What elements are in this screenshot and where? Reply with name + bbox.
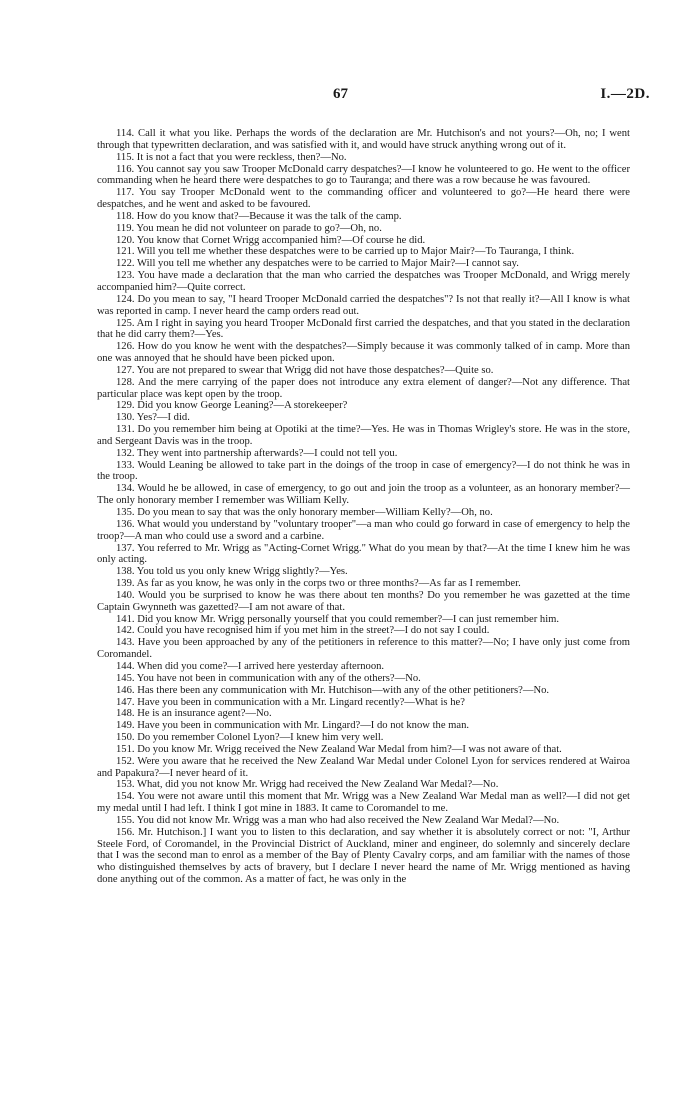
question-paragraph: 132. They went into partnership afterwards?—I could not tell you.: [116, 447, 398, 459]
question-paragraph: 123. You have made a declaration that the man who carried the despatches was Trooper McDonald, and Wrigg merely accompanied him?—Quite correct.: [97, 270, 630, 293]
question-paragraph: 130. Yes?—I did.: [116, 412, 190, 424]
question-paragraph: 126. How do you know he went with the despatches?—Simply because it was commonly talked of in camp. More than one was annoyed that he should have been picked upon.: [97, 341, 630, 365]
question-paragraph: 119. You mean he did not volunteer on parade to go?—Oh, no.: [116, 222, 382, 234]
question-paragraph: 124. Do you mean to say, "I heard Trooper McDonald carried the despatches"? Is not that really it?—All I know is what was reported in camp. I never heard the camp orders read out.: [97, 293, 630, 317]
question-paragraph: 138. You told us you only knew Wrigg slightly?—Yes.: [116, 566, 348, 578]
page-number: 67: [333, 86, 348, 102]
question-paragraph: 125. Am I right in saying you heard Trooper McDonald first carried the despatches, and that you stated in the declaration that he did carry them?—Yes.: [97, 317, 630, 341]
question-paragraph: 139. As far as you know, he was only in the corps two or three months?—As far as I remember.: [116, 578, 521, 590]
question-paragraph: 135. Do you mean to say that was the only honorary member—William Kelly?—Oh, no.: [116, 507, 493, 518]
question-paragraph: 128. And the mere carrying of the paper does not introduce any extra element of danger?—Not any difference. That particular place was kept open by the troop.: [97, 376, 630, 400]
question-paragraph: 155. You did not know Mr. Wrigg was a man who had also received the New Zealand War Medal?—No.: [116, 814, 560, 826]
question-paragraph: 142. Could you have recognised him if you met him in the street?—I do not say I could.: [116, 625, 490, 637]
question-paragraph: 134. Would he be allowed, in case of emergency, to go out and join the troop as a volunteer, as an honorary member?—The only honorary member I remember was William Kelly.: [97, 483, 630, 507]
testimony-text: [97, 128, 630, 886]
question-paragraph: 136. What would you understand by "voluntary trooper"—a man who could go forward in case of emergency to help the troop?—A man who could use a sword and a carbine.: [97, 518, 630, 542]
question-paragraph: 151. Do you know Mr. Wrigg received the New Zealand War Medal from him?—I was not aware of that.: [116, 743, 562, 755]
question-paragraph: 116. You cannot say you saw Trooper McDonald carry despatches?—I know he volunteered to go. He went to the officer commanding when he heard there were despatches to go to Tauranga; and there was a row because he was favoured.: [97, 163, 630, 187]
question-paragraph: 150. Do you remember Colonel Lyon?—I knew him very well.: [116, 732, 384, 744]
question-paragraph: 147. Have you been in communication with a Mr. Lingard recently?—What is he?: [116, 696, 465, 708]
question-paragraph: 146. Has there been any communication with Mr. Hutchison—with any of the other petitioners?—No.: [116, 684, 550, 696]
question-paragraph: 129. Did you know George Leaning?—A storekeeper?: [116, 400, 348, 412]
question-paragraph: 114. Call it what you like. Perhaps the words of the declaration are Mr. Hutchison's and not yours?—Oh, no; I went through that typewritten declaration, and was satisfied with it, and would have struck anything wrong out of it.: [97, 128, 630, 151]
question-paragraph: 141. Did you know Mr. Wrigg personally yourself that you could remember?—I can just remember him.: [116, 613, 560, 625]
question-paragraph: 131. Do you remember him being at Opotiki at the time?—Yes. He was in Thomas Wrigley's store. He was in the store, and Sergeant Davis was in the troop.: [97, 424, 630, 447]
question-paragraph: 118. How do you know that?—Because it was the talk of the camp.: [116, 210, 402, 222]
question-paragraph: 115. It is not a fact that you were reckless, then?—No.: [116, 151, 347, 163]
question-paragraph: 140. Would you be surprised to know he was there about ten months? Do you remember he was gazetted at the time Captain Gwynneth was gazetted?—I am not aware of that.: [97, 589, 630, 613]
question-paragraph: 149. Have you been in communication with Mr. Lingard?—I do not know the man.: [116, 720, 470, 732]
question-paragraph: 144. When did you come?—I arrived here yesterday afternoon.: [116, 660, 385, 672]
page-header: [0, 86, 700, 106]
question-paragraph: 143. Have you been approached by any of the petitioners in reference to this matter?—No; I have only just come from Coromandel.: [97, 637, 630, 661]
question-paragraph: 154. You were not aware until this moment that Mr. Wrigg was a New Zealand War Medal man as well?—I did not get my medal until I had left. I think I got mine in 1883. It came to Coromandel to me.: [97, 791, 630, 815]
question-paragraph: 148. He is an insurance agent?—No.: [116, 708, 272, 720]
question-paragraph: 121. Will you tell me whether these despatches were to be carried up to Major Mair?—To Tauranga, I think.: [116, 246, 575, 258]
question-paragraph: 117. You say Trooper McDonald went to the commanding officer and volunteered to go?—He heard there were despatches, and he went and asked to be favoured.: [97, 187, 630, 211]
question-paragraph: 152. Were you aware that he received the New Zealand War Medal under Colonel Lyon for services rendered at Wairoa and Papakura?—I never heard of it.: [97, 755, 630, 779]
question-paragraph: 145. You have not been in communication with any of the others?—No.: [116, 672, 421, 684]
question-paragraph: 156. Mr. Hutchison.] I want you to listen to this declaration, and say whether it is absolutely correct or not: "I, Arthur Steele Ford, of Coromandel, in the Provincial District of Auckland, miner and engineer, do solemnly and sincerely declare that I was the second man to enrol as a member of the Bay of Plenty Cavalry corps, and am familiar with the names of those who distinguished themselves by acts of bravery, but I declare I never heard the name of Mr. Wrigg mentioned as having done anything out of the common. As a matter of fact, he was only in the: [97, 826, 630, 886]
question-paragraph: 153. What, did you not know Mr. Wrigg had received the New Zealand War Medal?—No.: [116, 779, 499, 791]
question-paragraph: 120. You know that Cornet Wrigg accompanied him?—Of course he did.: [116, 234, 426, 246]
question-paragraph: 127. You are not prepared to swear that Wrigg did not have those despatches?—Quite so.: [116, 364, 494, 376]
document-reference: I.—2D.: [600, 86, 650, 102]
question-paragraph: 133. Would Leaning be allowed to take part in the doings of the troop in case of emergency?—I do not think he was in the troop.: [97, 459, 630, 483]
question-paragraph: 122. Will you tell me whether any despatches were to be carried to Major Mair?—I cannot say.: [116, 258, 519, 270]
question-paragraph: 137. You referred to Mr. Wrigg as "Acting-Cornet Wrigg." What do you mean by that?—At the time I knew him he was only acting.: [97, 542, 630, 566]
